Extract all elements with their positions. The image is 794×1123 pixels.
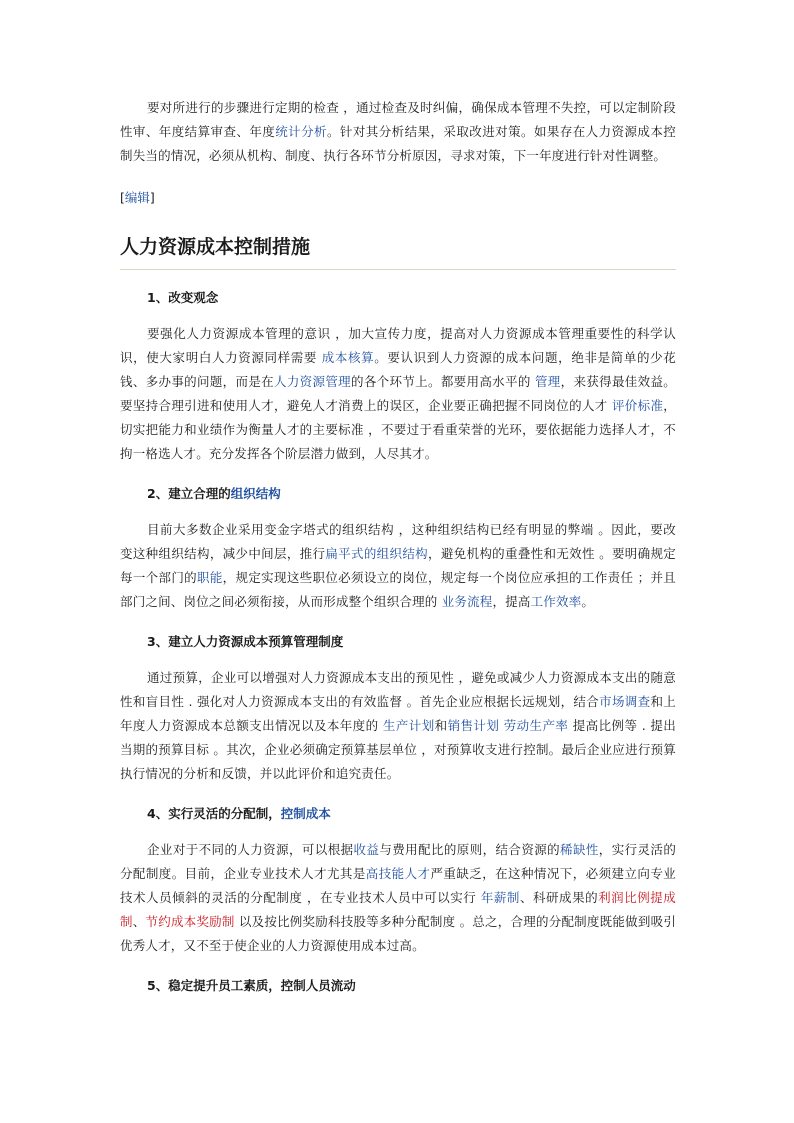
text-run: 提高比例等 . 提出当期的预算目标 。其次，企业必须确定预算基层单位 ，对预算收支进行控制。最后企业应进行预算执行情况的分析和反馈，并以此评价和追究责任。 bbox=[120, 718, 676, 781]
text-run: 、科研成果的 bbox=[519, 890, 599, 905]
text-run: 通过预算，企业可以增强对人力资源成本支出的预见性 ，避免或减少人力资源成本支出的随意性和盲目性 . 强化对人力资源成本支出的有效监督 。首先企业应根据长远规划，结合 bbox=[120, 670, 676, 709]
text-run: 和上年度人力资源成本总额支出情况以及本年度的 bbox=[120, 694, 676, 733]
text-run: 要强化人力资源成本管理的意识 ，加大宣传力度，提高对人力资源成本管理重要性的科学认识，使大家明白人力资源同样需要 bbox=[120, 326, 676, 365]
subheading-3: 3、建立人力资源成本预算管理制度 bbox=[147, 634, 344, 649]
text-run: 与费用配比的原则，结合资源的 bbox=[379, 842, 561, 857]
text-run: 目前大多数企业采用变金字塔式的组织结构 ，这种组织结构已经有明显的弊端 。因此，要改变这种组织结构，减少中间层，推行 bbox=[120, 522, 676, 561]
intro-paragraph bbox=[120, 96, 676, 168]
link-management[interactable]: 管理 bbox=[534, 374, 561, 389]
link-statistical-analysis[interactable]: 统计分析 bbox=[275, 124, 327, 139]
link-cost-accounting[interactable]: 成本核算 bbox=[321, 350, 375, 365]
text-run: ，切实把能力和业绩作为衡量人才的主要标准 ，不要过于看重荣誉的光环，要依据能力选择人才，不拘一格选人才。充分发挥各个阶层潜力做到，人尽其才。 bbox=[120, 398, 676, 461]
link-profit-ratio-commission[interactable]: 利润比例提成制 bbox=[120, 890, 676, 929]
link-evaluation-standard[interactable]: 评价标准 bbox=[611, 398, 664, 413]
paragraph-4 bbox=[120, 838, 676, 958]
link-sales-plan[interactable]: 销售计划 bbox=[447, 718, 500, 733]
bracket: [ bbox=[120, 190, 125, 205]
link-annual-salary[interactable]: 年薪制 bbox=[480, 890, 520, 905]
text-run: 严重缺乏，在这种情况下，必须建立向专业技术人员倾斜的灵活的分配制度 ，在专业技术人员中可以实行 bbox=[120, 866, 676, 905]
text-run: 。针对其分析结果，采取改进对策。如果存在人力资源成本控制失当的情况，必须从机构、制度、执行各环节分析原因，寻求对策，下一年度进行针对性调整。 bbox=[120, 124, 676, 163]
link-market-research[interactable]: 市场调查 bbox=[599, 694, 651, 709]
link-flat-org-structure[interactable]: 扁平式的组织结构 bbox=[325, 546, 428, 561]
text-run: 要对所进行的步骤进行定期的检查 ，通过检查及时纠偏，确保成本管理不失控，可以定制阶段性审、年度结算审查、年度 bbox=[120, 100, 676, 139]
text-run: ，提高 bbox=[492, 594, 531, 609]
text-run: ，实行灵活的分配制度。目前，企业专业技术人才尤其是 bbox=[120, 842, 677, 881]
text-run: 和 bbox=[434, 718, 448, 733]
document-page bbox=[120, 96, 676, 1010]
link-org-structure[interactable]: 组织结构 bbox=[230, 486, 281, 501]
edit-section-line bbox=[120, 186, 676, 210]
link-cost-control[interactable]: 控制成本 bbox=[280, 806, 331, 821]
text-run: 企业对于不同的人力资源，可以根据 bbox=[147, 842, 354, 857]
text-run: ，规定实现这些职位必须设立的岗位，规定每一个岗位应承担的工作责任 ；并且部门之间、岗位之间必须衔接，从而形成整个组织合理的 bbox=[120, 570, 676, 609]
text-run: 4、实行灵活的分配制， bbox=[147, 806, 281, 821]
subheading-5: 5、稳定提升员工素质，控制人员流动 bbox=[147, 978, 356, 993]
subheading-2 bbox=[120, 482, 676, 506]
subheading-1: 1、改变观念 bbox=[147, 290, 219, 305]
link-scarcity[interactable]: 稀缺性 bbox=[560, 842, 599, 857]
link-business-process[interactable]: 业务流程 bbox=[441, 594, 493, 609]
bracket: ] bbox=[149, 190, 155, 205]
paragraph-3 bbox=[120, 666, 676, 786]
text-run: ，避免机构的重叠性和无效性 。要明确规定每一个部门的 bbox=[120, 546, 676, 585]
link-cost-saving-reward[interactable]: 节约成本奖励制 bbox=[145, 914, 235, 929]
text-run: 、 bbox=[132, 914, 146, 929]
link-hr-management[interactable]: 人力资源管理 bbox=[274, 374, 351, 389]
text-run: 2、建立合理的 bbox=[147, 486, 231, 501]
text-run: 。要认识到人力资源的成本问题，绝非是简单的少花钱、多办事的问题，而是在 bbox=[120, 350, 676, 389]
paragraph-1 bbox=[120, 322, 676, 466]
link-production-plan[interactable]: 生产计划 bbox=[382, 718, 435, 733]
edit-link[interactable]: 编辑 bbox=[124, 190, 150, 205]
link-labor-productivity[interactable]: 劳动生产率 bbox=[503, 718, 569, 733]
section-title: 人力资源成本控制措施 bbox=[120, 232, 676, 270]
link-revenue[interactable]: 收益 bbox=[353, 842, 380, 857]
link-functions[interactable]: 职能 bbox=[197, 570, 223, 585]
text-run: 的各个环节上。都要用高水平的 bbox=[351, 374, 535, 389]
text-run: ，来获得最佳效益。要坚持合理引进和使用人才，避免人才消费上的误区，企业要正确把握不同岗位的人才 bbox=[120, 374, 676, 413]
link-work-efficiency[interactable]: 工作效率 bbox=[530, 594, 582, 609]
subheading-4 bbox=[120, 802, 676, 826]
paragraph-2 bbox=[120, 518, 676, 614]
text-run: 以及按比例奖励科技股等多种分配制度 。总之，合理的分配制度既能做到吸引优秀人才，又不至于使企业的人力资源使用成本过高。 bbox=[120, 914, 677, 953]
text-run: 。 bbox=[581, 594, 595, 609]
link-high-skill-talent[interactable]: 高技能人才 bbox=[365, 866, 431, 881]
